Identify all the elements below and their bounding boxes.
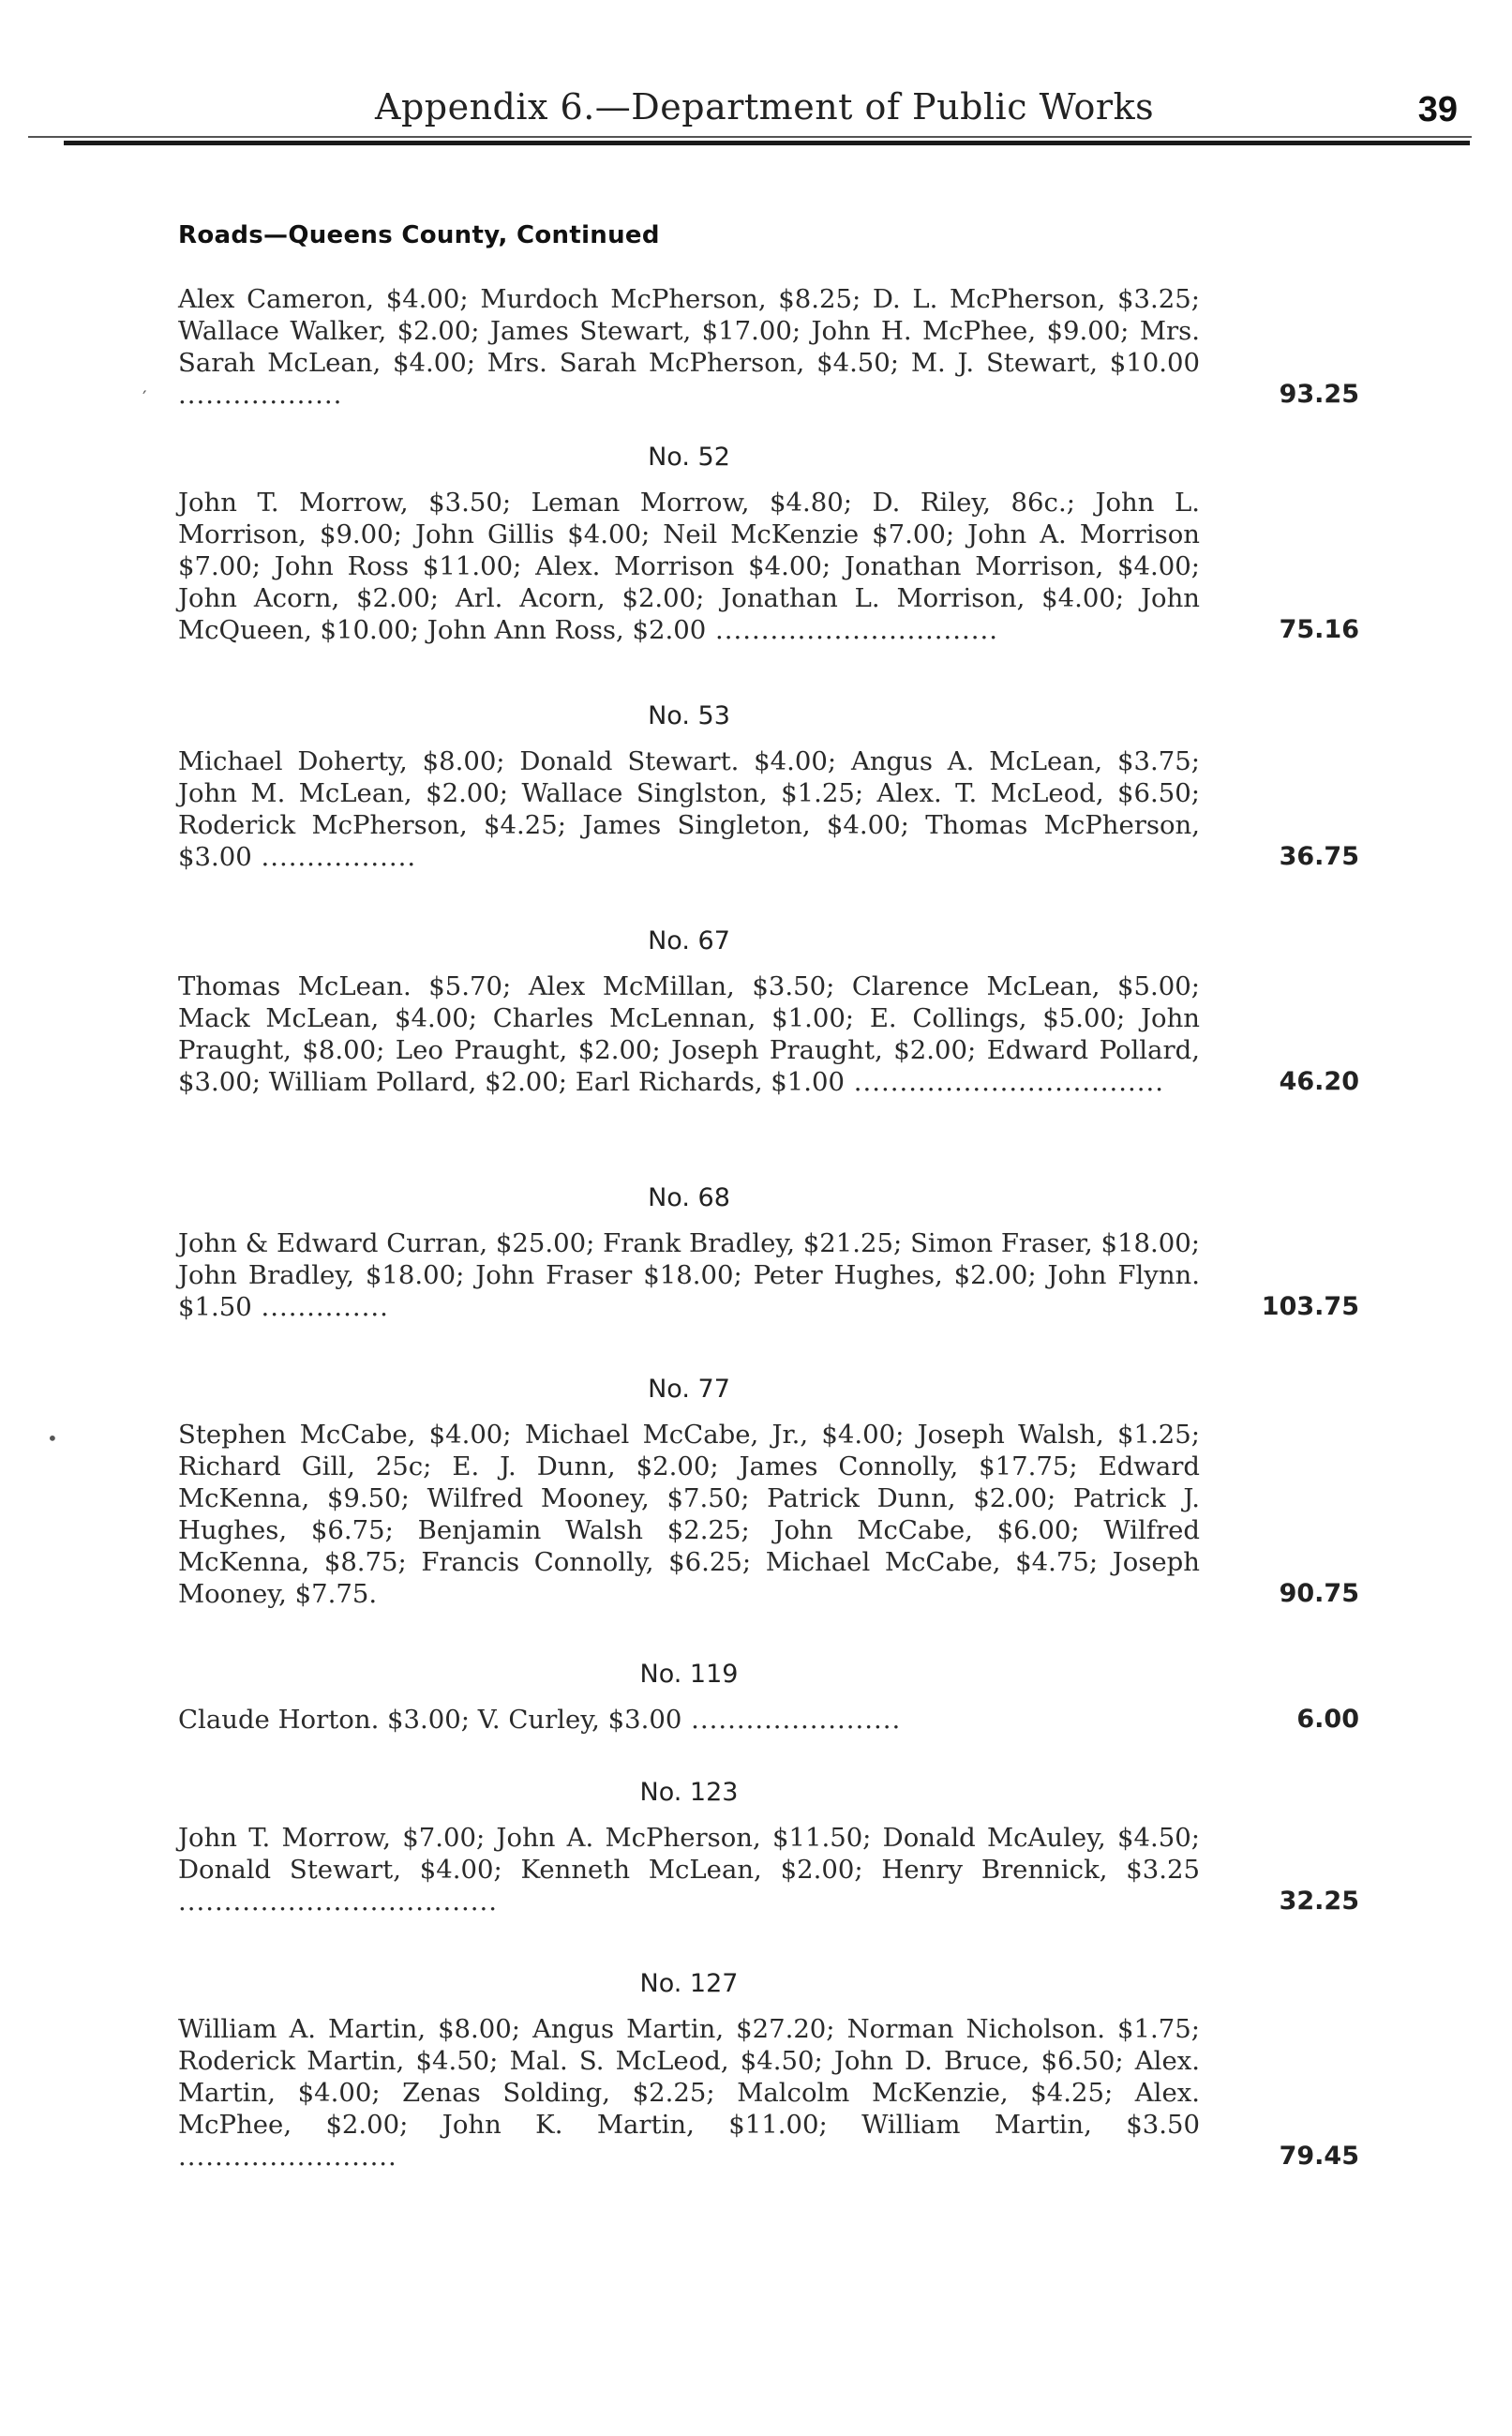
- entry-heading: No. 52: [648, 443, 730, 472]
- margin-dot-mark: •: [47, 1427, 58, 1450]
- entry-text: John & Edward Curran, $25.00; Frank Bradley, $21.25; Simon Fraser, $18.00; John Bradley, $18.00; John Fraser $18.00; Peter Hughes, $2.00; John Flynn. $1.50 ..............: [178, 1228, 1200, 1322]
- entry-amount: 93.25: [1279, 380, 1359, 409]
- section-heading: Roads—Queens County, Continued: [178, 221, 660, 249]
- header-rule: [64, 141, 1470, 145]
- road-entry-no-123: [178, 1778, 1359, 1917]
- road-entry-continued: [178, 283, 1359, 411]
- road-entry-no-67: [178, 926, 1359, 1098]
- entry-amount: 75.16: [1279, 615, 1359, 644]
- entry-text: John T. Morrow, $3.50; Leman Morrow, $4.80; D. Riley, 86c.; John L. Morrison, $9.00; John Gillis $4.00; Neil McKenzie $7.00; John A. Morrison $7.00; John Ross $11.00; Alex. Morrison $4.00; Jonathan Morrison, $4.00; John Acorn, $2.00; Arl. Acorn, $2.00; Jonathan L. Morrison, $4.00; John McQueen, $10.00; John Ann Ross, $2.00 ...............................: [178, 488, 1200, 645]
- running-header-title: Appendix 6.—Department of Public Works: [375, 86, 1155, 128]
- entry-text: Thomas McLean. $5.70; Alex McMillan, $3.50; Clarence McLean, $5.00; Mack McLean, $4.00; Charles McLennan, $1.00; E. Collings, $5.00; John Praught, $8.00; Leo Praught, $2.00; Joseph Praught, $2.00; Edward Pollard, $3.00; William Pollard, $2.00; Earl Richards, $1.00 ..................................: [178, 971, 1200, 1097]
- page-number: 39: [1417, 90, 1458, 129]
- road-entry-no-52: [178, 443, 1359, 646]
- road-entry-no-68: [178, 1183, 1359, 1323]
- entry-heading: No. 119: [639, 1660, 739, 1689]
- entry-amount: 36.75: [1279, 842, 1359, 871]
- road-entry-no-77: [178, 1375, 1359, 1610]
- entry-heading: No. 127: [639, 1969, 739, 1998]
- entry-text: John T. Morrow, $7.00; John A. McPherson, $11.50; Donald McAuley, $4.50; Donald Stewart, $4.00; Kenneth McLean, $2.00; Henry Brennick, $3.25 ...................................: [178, 1823, 1200, 1917]
- entry-amount: 46.20: [1279, 1067, 1359, 1096]
- entry-heading: No. 77: [648, 1375, 730, 1404]
- entry-amount: 90.75: [1279, 1579, 1359, 1608]
- entry-heading: No. 68: [648, 1183, 730, 1212]
- header-rule-thin: [28, 136, 1472, 138]
- entry-amount: 32.25: [1279, 1887, 1359, 1916]
- entry-amount: 79.45: [1279, 2142, 1359, 2171]
- entry-text: Michael Doherty, $8.00; Donald Stewart. $4.00; Angus A. McLean, $3.75; John M. McLean, $2.00; Wallace Singlston, $1.25; Alex. T. McLeod, $6.50; Roderick McPherson, $4.25; James Singleton, $4.00; Thomas McPherson, $3.00 .................: [178, 746, 1200, 872]
- entry-text: Alex Cameron, $4.00; Murdoch McPherson, $8.25; D. L. McPherson, $3.25; Wallace Walker, $2.00; James Stewart, $17.00; John H. McPhee, $9.00; Mrs. Sarah McLean, $4.00; Mrs. Sarah McPherson, $4.50; M. J. Stewart, $10.00 ..................: [178, 284, 1200, 410]
- entry-heading: No. 67: [648, 926, 730, 955]
- entry-amount: 103.75: [1261, 1292, 1359, 1321]
- entry-text: William A. Martin, $8.00; Angus Martin, $27.20; Norman Nicholson. $1.75; Roderick Martin, $4.50; Mal. S. McLeod, $4.50; John D. Bruce, $6.50; Alex. Martin, $4.00; Zenas Solding, $2.25; Malcolm McKenzie, $4.25; Alex. McPhee, $2.00; John K. Martin, $11.00; William Martin, $3.50 ........................: [178, 2014, 1200, 2172]
- entry-heading: No. 123: [639, 1778, 739, 1807]
- entry-text: Stephen McCabe, $4.00; Michael McCabe, Jr., $4.00; Joseph Walsh, $1.25; Richard Gill, 25c; E. J. Dunn, $2.00; James Connolly, $17.75; Edward McKenna, $9.50; Wilfred Mooney, $7.50; Patrick Dunn, $2.00; Patrick J. Hughes, $6.75; Benjamin Walsh $2.25; John McCabe, $6.00; Wilfred McKenna, $8.75; Francis Connolly, $6.25; Michael McCabe, $4.75; Joseph Mooney, $7.75.: [178, 1420, 1200, 1609]
- entry-text: Claude Horton. $3.00; V. Curley, $3.00 .......................: [178, 1705, 902, 1735]
- entry-heading: No. 53: [648, 701, 730, 730]
- entry-amount: 6.00: [1296, 1705, 1359, 1734]
- margin-tick-mark: ′: [142, 386, 147, 409]
- road-entry-no-53: [178, 701, 1359, 873]
- road-entry-no-119: [178, 1660, 1359, 1736]
- road-entry-no-127: [178, 1969, 1359, 2173]
